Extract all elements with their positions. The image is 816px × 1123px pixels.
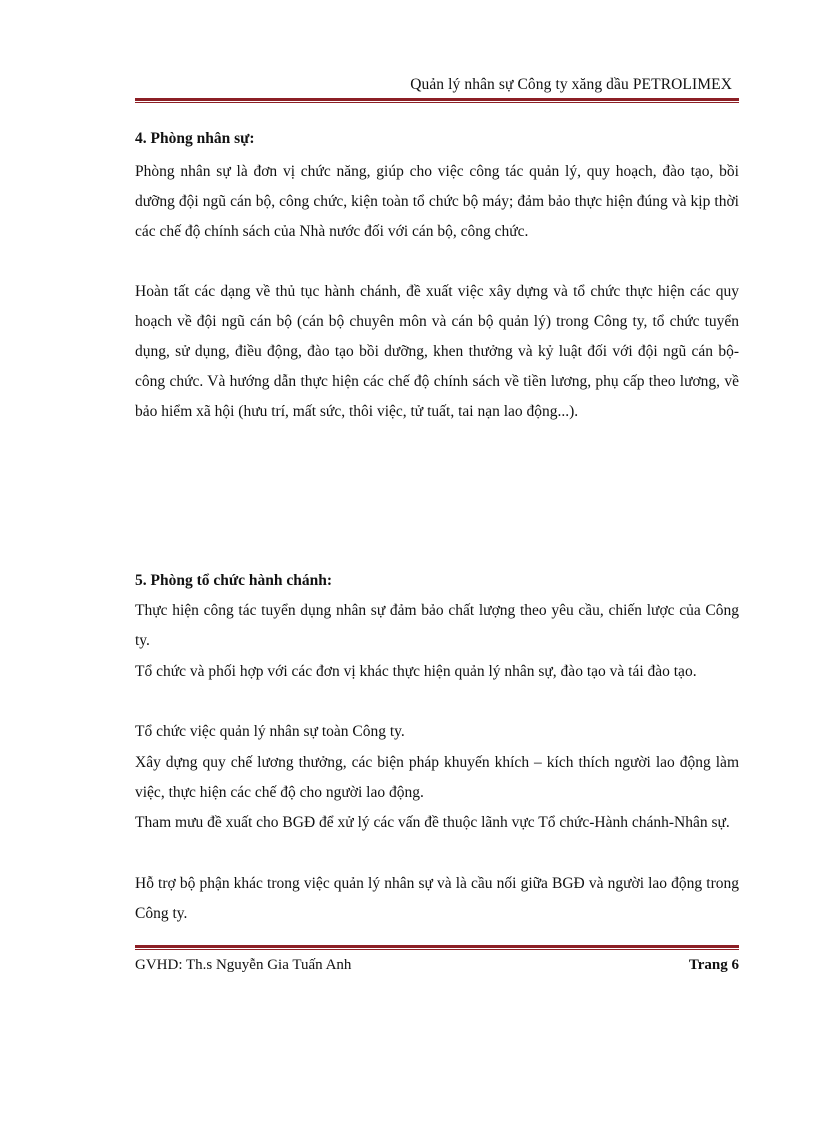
- footer-instructor: GVHD: Th.s Nguyễn Gia Tuấn Anh: [135, 957, 352, 973]
- section-heading: 5. Phòng tổ chức hành chánh:: [135, 572, 333, 589]
- paragraph: Phòng nhân sự là đơn vị chức năng, giúp cho việc công tác quản lý, quy hoạch, đào tạo, bồi dưỡng đội ngũ cán bộ, công chức, kiện toàn tổ chức bộ máy; đảm bảo thực hiện đúng và kịp thời các chế độ chính sách của Nhà nước đối với cán bộ, công chức.: [135, 163, 739, 240]
- header-divider: [135, 98, 739, 103]
- paragraph: Xây dựng quy chế lương thưởng, các biện pháp khuyến khích – kích thích người lao động làm việc, thực hiện các chế độ cho người lao động.: [135, 754, 739, 801]
- section-heading: 4. Phòng nhân sự:: [135, 130, 255, 147]
- paragraph: Tham mưu đề xuất cho BGĐ để xử lý các vấn đề thuộc lãnh vực Tổ chức-Hành chánh-Nhân sự.: [135, 814, 730, 831]
- paragraph: Tổ chức việc quản lý nhân sự toàn Công ty.: [135, 723, 405, 740]
- paragraph: Thực hiện công tác tuyển dụng nhân sự đảm bảo chất lượng theo yêu cầu, chiến lược của Công ty.: [135, 602, 739, 649]
- paragraph: Hoàn tất các dạng về thủ tục hành chánh, đề xuất việc xây dựng và tổ chức thực hiện các quy hoạch về đội ngũ cán bộ (cán bộ chuyên môn và cán bộ quản lý) trong Công ty, tổ chức tuyển dụng, sử dụng, điều động, đào tạo bồi dưỡng, khen thưởng và kỷ luật đối với đội ngũ cán bộ-công chức. Và hướng dẫn thực hiện các chế độ chính sách về tiền lương, phụ cấp theo lương, về bảo hiểm xã hội (hưu trí, mất sức, thôi việc, tử tuất, tai nạn lao động...).: [135, 283, 739, 420]
- paragraph: Tổ chức và phối hợp với các đơn vị khác thực hiện quản lý nhân sự, đào tạo và tái đào tạo.: [135, 663, 697, 680]
- header-title: Quản lý nhân sự Công ty xăng dầu PETROLIMEX: [410, 76, 732, 93]
- footer-divider: [135, 945, 739, 950]
- paragraph: Hỗ trợ bộ phận khác trong việc quản lý nhân sự và là cầu nối giữa BGĐ và người lao động trong Công ty.: [135, 875, 739, 922]
- page-number: Trang 6: [688, 957, 739, 973]
